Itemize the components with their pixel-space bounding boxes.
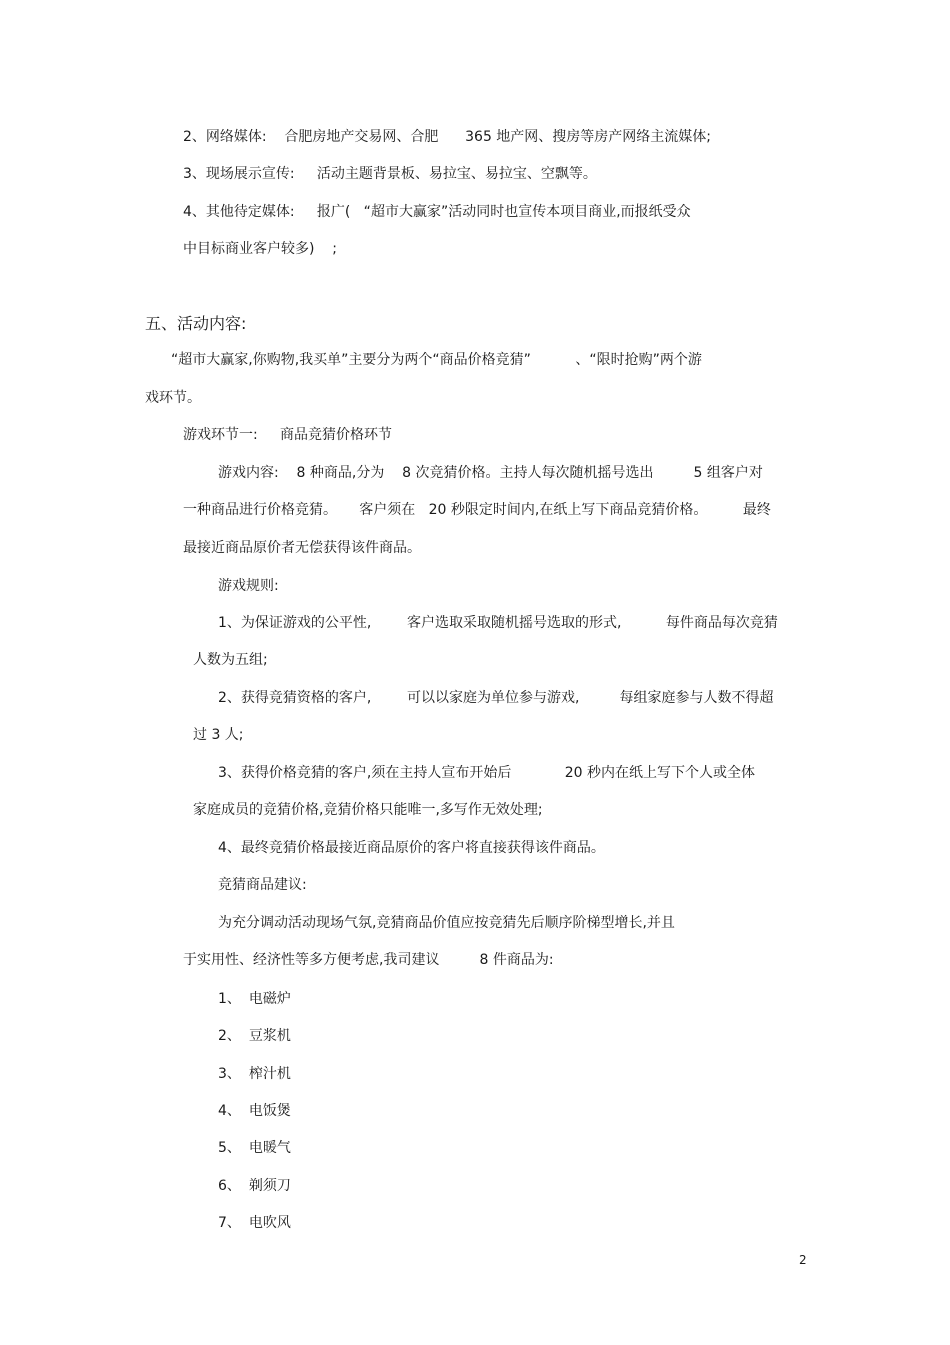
list-item-number: 2、	[218, 1028, 241, 1044]
content-line-3: 最接近商品原价者无偿获得该件商品。	[183, 540, 421, 556]
rule-2-line-1: 2、获得竞猜资格的客户, 可以以家庭为单位参与游戏, 每组家庭参与人数不得超	[218, 690, 774, 706]
list-item-number: 3、	[218, 1066, 241, 1082]
content-line-1: 游戏内容: 8 种商品,分为 8 次竞猜价格。主持人每次随机摇号选出 5 组客户对	[218, 465, 763, 481]
suggest-line-2: 于实用性、经济性等多方便考虑,我司建议 8 件商品为:	[183, 952, 554, 968]
list-item	[218, 989, 291, 1009]
list-item	[218, 1138, 291, 1158]
list-item-name: 电磁炉	[248, 991, 291, 1007]
content-line-2: 一种商品进行价格竞猜。 客户须在 20 秒限定时间内,在纸上写下商品竞猜价格。 最终	[183, 502, 771, 518]
section-title: 五、活动内容:	[145, 314, 247, 333]
list-item-name: 电饭煲	[248, 1103, 291, 1119]
list-item-name: 电吹风	[248, 1215, 291, 1231]
media-line-4: 4、其他待定媒体: 报广( “超市大赢家”活动同时也宣传本项目商业,而报纸受众	[183, 204, 691, 220]
rule-1-line-2: 人数为五组;	[193, 652, 268, 668]
list-item-number: 1、	[218, 991, 241, 1007]
media-line-4-cont: 中目标商业客户较多) ;	[183, 241, 337, 257]
list-item-name: 豆浆机	[248, 1028, 291, 1044]
rule-1-line-1: 1、为保证游戏的公平性, 客户选取采取随机摇号选取的形式, 每件商品每次竞猜	[218, 615, 778, 631]
rule-4: 4、最终竞猜价格最接近商品原价的客户将直接获得该件商品。	[218, 840, 605, 856]
page-number: 2	[799, 1253, 807, 1267]
list-item	[218, 1064, 291, 1084]
rule-3-line-2: 家庭成员的竞猜价格,竞猜价格只能唯一,多写作无效处理;	[193, 802, 543, 818]
suggest-title: 竞猜商品建议:	[218, 877, 307, 893]
list-item	[218, 1176, 291, 1196]
list-item-number: 7、	[218, 1215, 241, 1231]
list-item-number: 4、	[218, 1103, 241, 1119]
media-line-3: 3、现场展示宣传: 活动主题背景板、易拉宝、易拉宝、空飘等。	[183, 166, 597, 182]
suggest-line-1: 为充分调动活动现场气氛,竞猜商品价值应按竞猜先后顺序阶梯型增长,并且	[218, 915, 675, 931]
list-item	[218, 1213, 291, 1233]
intro-line-1: “超市大赢家,你购物,我买单”主要分为两个“商品价格竞猜” 、“限时抢购”两个游	[171, 352, 702, 368]
intro-line-2: 戏环节。	[145, 390, 201, 406]
game1-title: 游戏环节一: 商品竞猜价格环节	[183, 427, 392, 443]
list-item-name: 电暖气	[248, 1140, 291, 1156]
list-item-number: 5、	[218, 1140, 241, 1156]
list-item-number: 6、	[218, 1178, 241, 1194]
list-item	[218, 1026, 291, 1046]
list-item-name: 剃须刀	[248, 1178, 291, 1194]
rules-title: 游戏规则:	[218, 578, 279, 594]
list-item-name: 榨汁机	[248, 1066, 291, 1082]
rule-2-line-2: 过 3 人;	[193, 727, 244, 743]
media-line-2: 2、网络媒体: 合肥房地产交易网、合肥 365 地产网、搜房等房产网络主流媒体;	[183, 129, 712, 145]
rule-3-line-1: 3、获得价格竞猜的客户,须在主持人宣布开始后 20 秒内在纸上写下个人或全体	[218, 765, 756, 781]
list-item	[218, 1101, 291, 1121]
